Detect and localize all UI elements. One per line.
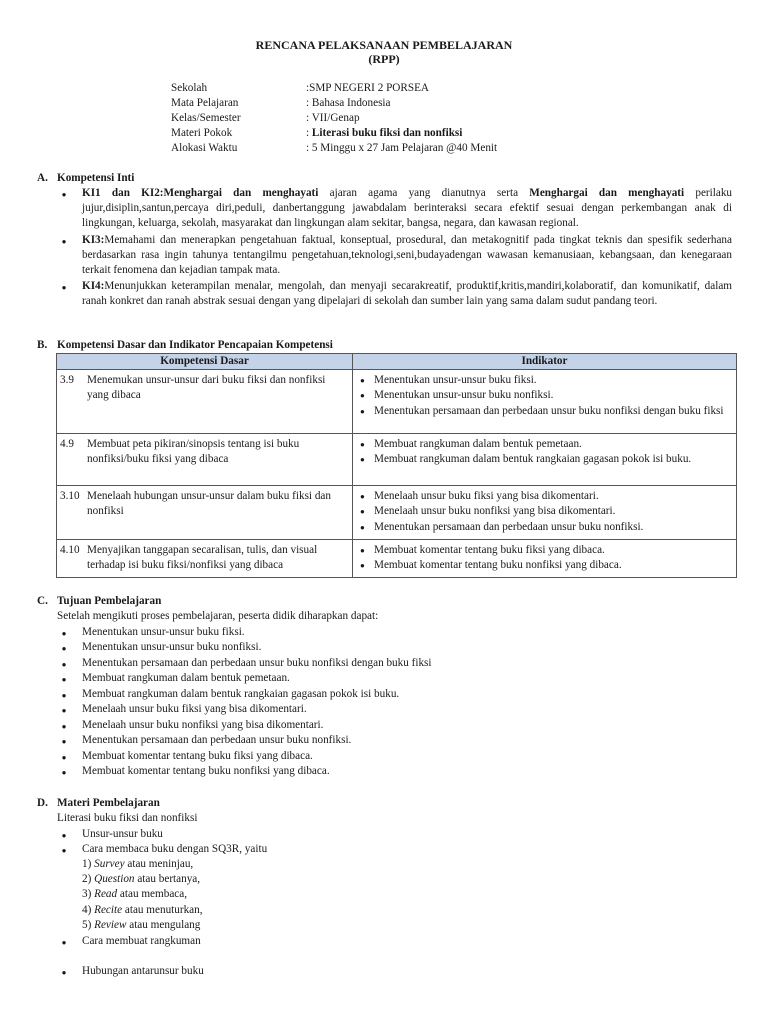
objective-item: Membuat komentar tentang buku nonfiksi yang dibaca. <box>82 765 330 777</box>
ki4-text: Menunjukkan keterampilan menalar, mengolah, dan menyaji secarakreatif, produktif,kritis,mandiri,kolaboratif, dan komunikatif, dalam ranah konkret dan ranah abstrak sesuai dengan yang dipelajari di sekolah dan sumber lain yang sama dalam sudut pandang teori. <box>82 280 732 308</box>
step-number: 4) <box>82 904 95 916</box>
sq3r-step <box>82 872 200 887</box>
objective-item: Menentukan unsur-unsur buku nonfiksi. <box>82 641 262 653</box>
bullet-icon: ● <box>61 722 67 731</box>
material-item: Cara membuat rangkuman <box>82 935 201 947</box>
section-c-letter: C. <box>37 595 48 607</box>
ki1-bold: Menghargai dan menghayati <box>163 187 319 199</box>
step-number: 3) <box>82 888 95 900</box>
sq3r-step <box>82 857 193 872</box>
kd-text: Menemukan unsur-unsur dari buku fiksi dan nonfiksi yang dibaca <box>87 374 326 402</box>
indicator-item: ● Menentukan unsur-unsur buku fiksi. <box>356 373 732 388</box>
kd-number: 4.9 <box>60 438 74 451</box>
table-header-row <box>57 354 737 370</box>
ki4-paragraph <box>82 279 732 309</box>
section-b-letter: B. <box>37 339 48 351</box>
step-term: Question <box>94 873 135 885</box>
info-value: : Bahasa Indonesia <box>306 97 391 109</box>
table-row <box>57 370 737 434</box>
bullet-icon: ● <box>61 737 67 746</box>
bullet-icon: ● <box>61 831 67 840</box>
kd-cell <box>57 539 353 577</box>
step-term: Read <box>94 888 118 900</box>
material-item: Unsur-unsur buku <box>82 828 163 840</box>
table-row <box>57 539 737 577</box>
step-term: Survey <box>94 858 125 870</box>
bullet-icon: ● <box>61 675 67 684</box>
document-subtitle: (RPP) <box>368 52 400 66</box>
objective-item: Menelaah unsur buku nonfiksi yang bisa dikomentari. <box>82 719 324 731</box>
bullet-icon: ● <box>61 629 67 638</box>
indicator-cell <box>353 370 737 434</box>
bullet-icon: ● <box>61 846 67 855</box>
indicator-item: ● Membuat rangkuman dalam bentuk rangkaian gagasan pokok isi buku. <box>356 452 732 467</box>
section-d-intro: Literasi buku fiksi dan nonfiksi <box>57 812 198 824</box>
bullet-icon: ● <box>61 644 67 653</box>
table-row <box>57 486 737 540</box>
sq3r-step <box>82 887 187 902</box>
indicator-item: ● Membuat komentar tentang buku fiksi yang dibaca. <box>356 543 732 558</box>
step-text: atau meninjau, <box>124 858 194 870</box>
bullet-icon: ● <box>61 237 67 246</box>
kd-cell <box>57 434 353 486</box>
ki1-ki2-paragraph <box>82 186 732 232</box>
material-item: Cara membaca buku dengan SQ3R, yaitu <box>82 843 268 855</box>
indicator-cell <box>353 434 737 486</box>
kd-text: Menyajikan tanggapan secaralisan, tulis, dan visual terhadap isi buku fiksi/nonfiksi yang dibaca <box>87 543 318 572</box>
info-label: Alokasi Waktu <box>171 142 238 154</box>
ki1-rest: perilaku jujur,disiplin,santun,percaya diri,peduli, danbertanggung jawabdalam berinteraksi secara efektif sesuai dengan perkembangan anak di lingkungan, keluarga, sekolah, masyarakat dan lingkungan alam sekitar, bangsa, negara, dan kawasan regional. <box>82 187 733 230</box>
step-text: atau menuturkan, <box>122 904 203 916</box>
document-title: RENCANA PELAKSANAAN PEMBELAJARAN <box>255 38 513 52</box>
indicator-item: ● Menelaah unsur buku nonfiksi yang bisa dikomentari. <box>356 504 732 519</box>
step-number: 5) <box>82 919 95 931</box>
kd-text: Membuat peta pikiran/sinopsis tentang isi buku nonfiksi/buku fiksi yang dibaca <box>87 438 300 466</box>
indicator-item: ● Membuat rangkuman dalam bentuk pemetaan. <box>356 437 732 452</box>
info-label: Kelas/Semester <box>171 112 241 124</box>
objective-item: Membuat rangkuman dalam bentuk pemetaan. <box>82 672 290 684</box>
kd-number: 3.9 <box>60 374 74 387</box>
indicator-item: ● Menentukan persamaan dan perbedaan unsur buku nonfiksi dengan buku fiksi <box>356 404 732 419</box>
kd-cell <box>57 370 353 434</box>
info-value-prefix: : <box>306 127 312 139</box>
bullet-icon: ● <box>61 753 67 762</box>
info-label: Sekolah <box>171 82 208 94</box>
ki3-text: Memahami dan menerapkan pengetahuan faktual, konseptual, prosedural, dan metakognitif pada tingkat teknis dan spesifik sederhana berdasarkan rasa ingin tahunya tentangilmu pengetahuan,teknologi,seni,budayadengan wawasan kemanusiaan, kebangsaan, dan kenegaraan terkait fenomena dan kejadian tampak mata. <box>82 234 732 277</box>
step-number: 2) <box>82 873 95 885</box>
bullet-icon: ● <box>61 660 67 669</box>
step-term: Recite <box>94 904 123 916</box>
ki1-label: KI1 dan KI2: <box>82 187 164 199</box>
indicator-item: ● Membuat komentar tentang buku nonfiksi yang dibaca. <box>356 558 732 573</box>
objective-item: Menentukan unsur-unsur buku fiksi. <box>82 626 245 638</box>
section-a-title: Kompetensi Inti <box>57 172 135 184</box>
bullet-icon: ● <box>61 768 67 777</box>
indicator-item: ● Menentukan unsur-unsur buku nonfiksi. <box>356 388 732 403</box>
bullet-icon: ● <box>61 706 67 715</box>
section-a-letter: A. <box>37 172 48 184</box>
section-c-intro: Setelah mengikuti proses pembelajaran, peserta didik diharapkan dapat: <box>57 610 379 622</box>
section-c-title: Tujuan Pembelajaran <box>57 595 162 607</box>
info-value <box>306 126 462 141</box>
kd-cell <box>57 486 353 540</box>
ki3-label: KI3: <box>82 234 105 246</box>
column-header-kompetensi-dasar: Kompetensi Dasar <box>57 354 353 370</box>
table-row <box>57 434 737 486</box>
bullet-icon: ● <box>61 938 67 947</box>
objective-item: Membuat rangkuman dalam bentuk rangkaian gagasan pokok isi buku. <box>82 688 400 700</box>
ki1-mid: ajaran agama yang dianutnya serta <box>318 187 530 199</box>
bullet-icon: ● <box>61 190 67 199</box>
step-term: Review <box>94 919 127 931</box>
indicator-cell <box>353 539 737 577</box>
objective-item: Membuat komentar tentang buku fiksi yang dibaca. <box>82 750 313 762</box>
info-value: : VII/Genap <box>306 112 360 124</box>
section-d-title: Materi Pembelajaran <box>57 797 160 809</box>
info-value-bold: Literasi buku fiksi dan nonfiksi <box>311 127 463 139</box>
bullet-icon: ● <box>61 283 67 292</box>
ki1-bold-2: Menghargai dan menghayati <box>529 187 685 199</box>
ki3-paragraph <box>82 233 732 279</box>
objective-item: Menentukan persamaan dan perbedaan unsur buku nonfiksi. <box>82 734 352 746</box>
ki4-label: KI4: <box>82 280 105 292</box>
kd-number: 3.10 <box>60 490 80 503</box>
info-label: Mata Pelajaran <box>171 97 239 109</box>
kd-text: Menelaah hubungan unsur-unsur dalam buku fiksi dan nonfiksi <box>87 490 331 518</box>
indicator-cell <box>353 486 737 540</box>
step-text: atau membaca, <box>117 888 188 900</box>
material-item: Hubungan antarunsur buku <box>82 965 204 977</box>
info-value: : 5 Minggu x 27 Jam Pelajaran @40 Menit <box>306 142 498 154</box>
bullet-icon: ● <box>61 691 67 700</box>
info-label: Materi Pokok <box>171 127 233 139</box>
step-number: 1) <box>82 858 95 870</box>
indicator-item: ● Menelaah unsur buku fiksi yang bisa dikomentari. <box>356 489 732 504</box>
section-d-letter: D. <box>37 797 48 809</box>
kd-number: 4.10 <box>60 543 80 556</box>
indicator-item: ● Menentukan persamaan dan perbedaan unsur buku nonfiksi. <box>356 520 732 535</box>
info-value: :SMP NEGERI 2 PORSEA <box>306 82 429 94</box>
column-header-indikator: Indikator <box>353 354 737 370</box>
step-text: atau mengulang <box>126 919 201 931</box>
objective-item: Menentukan persamaan dan perbedaan unsur buku nonfiksi dengan buku fiksi <box>82 657 432 669</box>
section-b-title: Kompetensi Dasar dan Indikator Pencapaian Kompetensi <box>57 339 333 351</box>
competency-table <box>56 353 737 578</box>
sq3r-step <box>82 903 203 918</box>
bullet-icon: ● <box>61 968 67 977</box>
step-text: atau bertanya, <box>134 873 201 885</box>
objective-item: Menelaah unsur buku fiksi yang bisa dikomentari. <box>82 703 307 715</box>
sq3r-step <box>82 918 200 933</box>
